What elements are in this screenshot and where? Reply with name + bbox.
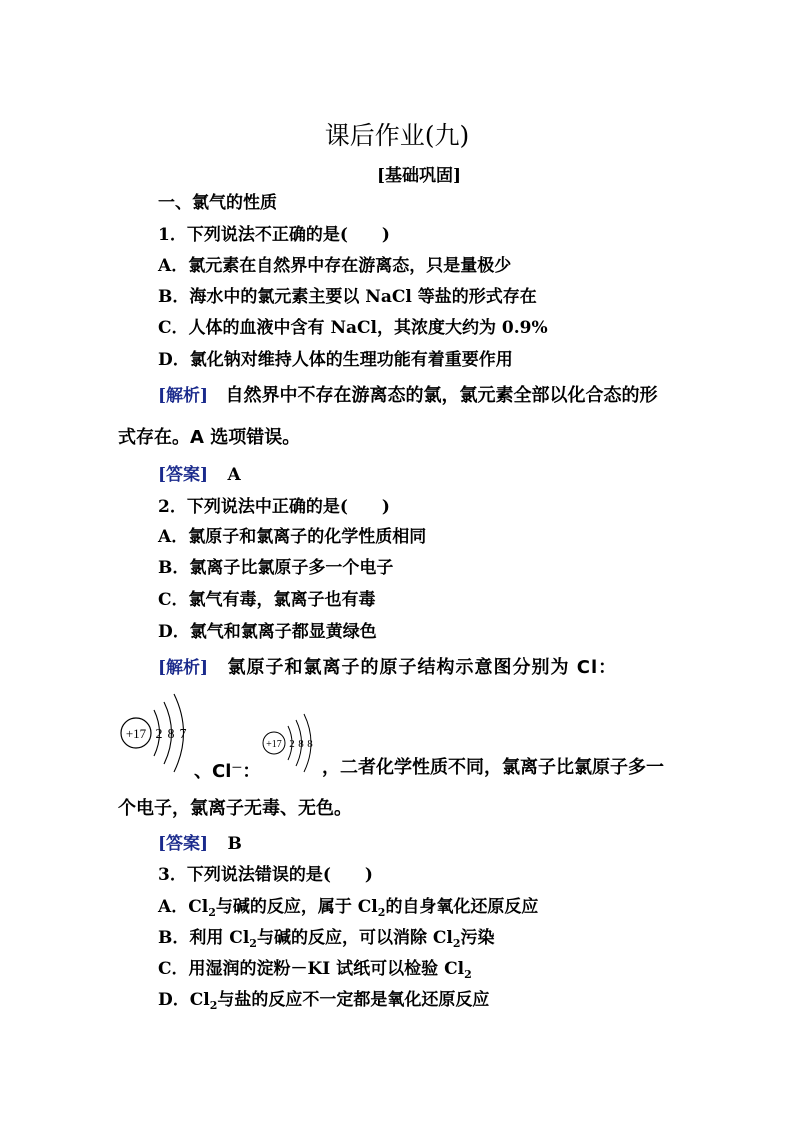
q3-option-b: B．利用 $Cl_2$与碱的反应，可以消除 $Cl_2$污染 xyxy=(158,928,495,950)
analysis-tag: [解析] xyxy=(158,658,209,678)
answer-tag: [答案] xyxy=(158,465,209,485)
ion-shell-2: 8 xyxy=(298,738,304,750)
q2-analysis-text: 氯原子和氯离子的原子结构示意图分别为 Cl： xyxy=(227,657,618,678)
q2-analysis-cont: ，二者化学性质不同，氯离子比氯原子多一 xyxy=(322,757,664,778)
q1-stem: 1．下列说法不正确的是( ) xyxy=(158,225,390,245)
q2-stem: 2．下列说法中正确的是( ) xyxy=(158,497,390,517)
cl-ion-symbol: 、Cl xyxy=(194,761,232,782)
q3-option-d: D．$Cl_2$与盐的反应不一定都是氧化还原反应 xyxy=(158,990,490,1012)
ion-nucleus: +17 xyxy=(266,739,282,750)
q2-answer xyxy=(158,833,242,855)
chloride-ion-diagram xyxy=(258,710,320,774)
q1-answer xyxy=(158,464,241,486)
analysis-tag: [解析] xyxy=(158,386,209,406)
q1-option-d: D．氯化钠对维持人体的生理功能有着重要作用 xyxy=(158,350,513,370)
q2-option-a: A．氯原子和氯离子的化学性质相同 xyxy=(158,527,427,547)
cl-ion-label xyxy=(194,757,260,783)
q2-analysis xyxy=(158,657,617,679)
q2-analysis-end: 个电子，氯离子无毒、无色。 xyxy=(118,798,352,819)
q1-answer-value: A xyxy=(227,465,241,485)
colon: ： xyxy=(242,761,261,782)
chlorine-atom-diagram xyxy=(116,688,196,776)
shell-1: 2 xyxy=(155,727,163,742)
q3-option-a: A．$Cl_2$与碱的反应，属于 $Cl_2$的自身氧化还原反应 xyxy=(158,897,539,919)
shell-3: 7 xyxy=(179,727,187,742)
ion-shell-3: 8 xyxy=(307,738,313,750)
shell-2: 8 xyxy=(167,727,175,742)
ion-shell-1: 2 xyxy=(289,738,295,750)
q2-option-d: D．氯气和氯离子都显黄绿色 xyxy=(158,622,377,642)
answer-tag: [答案] xyxy=(158,834,209,854)
q1-option-a: A．氯元素在自然界中存在游离态，只是量极少 xyxy=(158,256,512,276)
q1-analysis-cont: 式存在。A 选项错误。 xyxy=(118,427,301,448)
cl-ion-charge: － xyxy=(231,761,243,774)
atom-nucleus: +17 xyxy=(125,726,147,741)
q1-option-c: C．人体的血液中含有 NaCl，其浓度大约为 0.9% xyxy=(158,318,548,338)
q2-answer-value: B xyxy=(227,834,242,854)
section-heading: 一、氯气的性质 xyxy=(158,193,277,213)
q1-option-b: B．海水中的氯元素主要以 NaCl 等盐的形式存在 xyxy=(158,287,537,307)
q3-option-c: C．用湿润的淀粉－KI 试纸可以检验 $Cl_2$ xyxy=(158,959,472,981)
section-subtitle: [基础巩固] xyxy=(377,166,462,186)
q1-analysis-text: 自然界中不存在游离态的氯，氯元素全部以化合态的形 xyxy=(225,385,658,406)
q1-analysis xyxy=(158,385,658,407)
q2-option-b: B．氯离子比氯原子多一个电子 xyxy=(158,558,394,578)
q3-stem: 3．下列说法错误的是( ) xyxy=(158,865,373,885)
page-title: 课后作业(九) xyxy=(324,121,470,150)
q2-option-c: C．氯气有毒，氯离子也有毒 xyxy=(158,590,376,610)
